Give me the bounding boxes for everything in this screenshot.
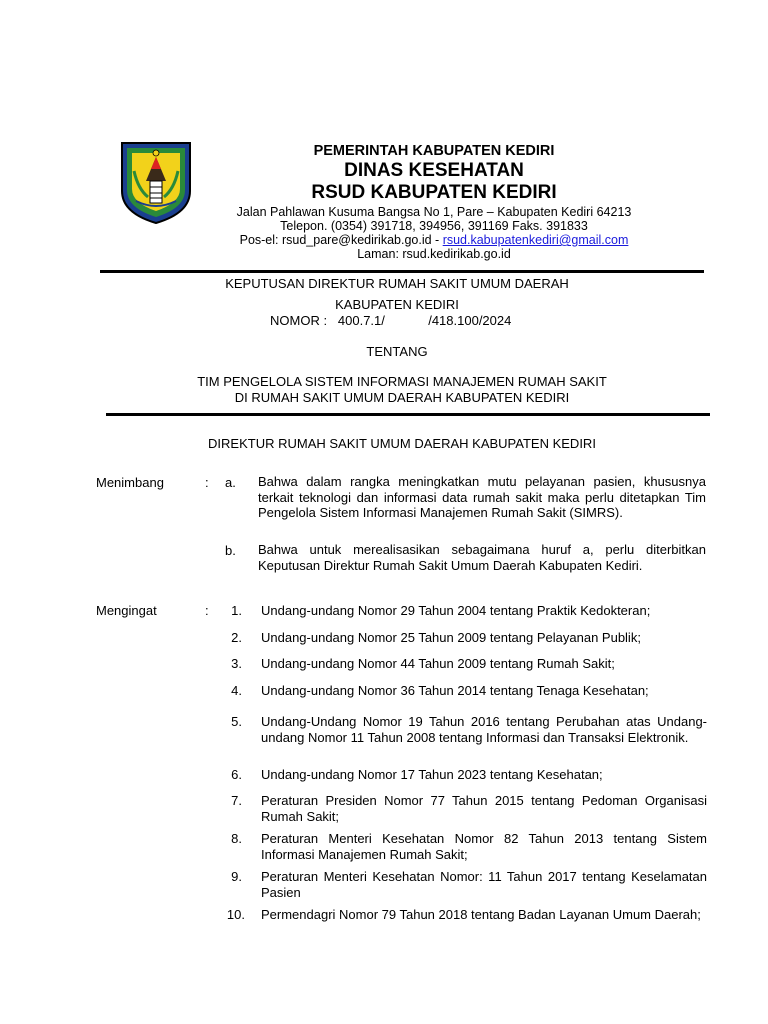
menimbang-marker-b: b. [225,543,236,558]
decree-subject-2: DI RUMAH SAKIT UMUM DAERAH KABUPATEN KEDIRI [234,390,570,405]
decree-subject-1: TIM PENGELOLA SISTEM INFORMASI MANAJEMEN RUMAH SAKIT [197,374,607,389]
mengingat-item-6: Undang-undang Nomor 17 Tahun 2023 tentang Kesehatan; [261,767,603,782]
mengingat-marker-6: 6. [231,767,242,782]
government-name: PEMERINTAH KABUPATEN KEDIRI [313,143,555,159]
decree-title-2: KABUPATEN KEDIRI [335,297,459,312]
mengingat-item-9: Peraturan Menteri Kesehatan Nomor: 11 Tahun 2017 tentang Keselamatan Pasien [261,869,707,900]
mengingat-marker-8: 8. [231,831,242,846]
mengingat-label: Mengingat [96,603,157,618]
mengingat-marker-2: 2. [231,630,242,645]
menimbang-marker-a: a. [225,475,236,490]
email-link[interactable]: rsud.kabupatenkediri@gmail.com [442,233,629,247]
mengingat-item-10: Permendagri Nomor 79 Tahun 2018 tentang Badan Layanan Umum Daerah; [261,907,701,922]
hospital-name: RSUD KABUPATEN KEDIRI [311,182,557,203]
mengingat-marker-10: 10. [226,907,245,922]
mengingat-item-3: Undang-undang Nomor 44 Tahun 2009 tentang Rumah Sakit; [261,656,615,671]
decree-title-1: KEPUTUSAN DIREKTUR RUMAH SAKIT UMUM DAERAH [225,276,569,291]
agency-name: DINAS KESEHATAN [344,160,524,181]
mengingat-marker-7: 7. [231,793,242,808]
mengingat-marker-1: 1. [231,603,242,618]
mengingat-item-1: Undang-undang Nomor 29 Tahun 2004 tentang Praktik Kedokteran; [261,603,651,618]
mengingat-marker-4: 4. [231,683,242,698]
mengingat-marker-9: 9. [231,869,242,884]
email-prefix: Pos-el: rsud_pare@kedirikab.go.id - [239,233,443,247]
menimbang-colon: : [205,475,209,490]
mengingat-item-4: Undang-undang Nomor 36 Tahun 2014 tentang Tenaga Kesehatan; [261,683,649,698]
mengingat-item-5: Undang-Undang Nomor 19 Tahun 2016 tentang Perubahan atas Undang-undang Nomor 11 Tahun 2008 tentang Informasi dan Transaksi Elektronik. [261,714,707,745]
mengingat-marker-3: 3. [231,656,242,671]
mengingat-item-7: Peraturan Presiden Nomor 77 Tahun 2015 tentang Pedoman Organisasi Rumah Sakit; [261,793,707,824]
mengingat-marker-5: 5. [231,714,242,729]
website-line: Laman: rsud.kedirikab.go.id [357,247,511,261]
menimbang-item-a: Bahwa dalam rangka meningkatkan mutu pelayanan pasien, khususnya terkait teknologi dan informasi data rumah sakit maka perlu ditetapkan Tim Pengelola Sistem Informasi Manajemen Rumah Sakit (SIMRS). [258,474,706,520]
issuer-title: DIREKTUR RUMAH SAKIT UMUM DAERAH KABUPATEN KEDIRI [208,436,596,451]
header-divider [100,270,704,273]
mengingat-item-2: Undang-undang Nomor 25 Tahun 2009 tentang Pelayanan Publik; [261,630,641,645]
menimbang-item-b: Bahwa untuk merealisasikan sebagaimana huruf a, perlu diterbitkan Keputusan Direktur Rumah Sakit Umum Daerah Kabupaten Kediri. [258,542,706,573]
address-line: Jalan Pahlawan Kusuma Bangsa No 1, Pare – Kabupaten Kediri 64213 [236,205,632,219]
phone-line: Telepon. (0354) 391718, 394956, 391169 Faks. 391833 [280,219,588,233]
decree-about: TENTANG [366,344,428,359]
mengingat-colon: : [205,603,209,618]
title-divider [106,413,710,416]
mengingat-item-8: Peraturan Menteri Kesehatan Nomor 82 Tahun 2013 tentang Sistem Informasi Manajemen Rumah Sakit; [261,831,707,862]
decree-number: NOMOR : 400.7.1/ /418.100/2024 [270,313,512,328]
menimbang-label: Menimbang [96,475,164,490]
